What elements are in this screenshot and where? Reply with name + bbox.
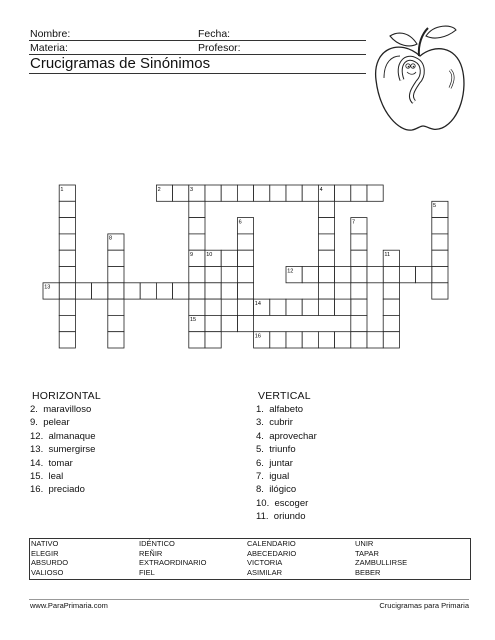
page-title: Crucigramas de Sinónimos [30,55,211,72]
crossword-cell[interactable] [351,315,367,331]
vertical-clue: 5. triunfo [256,444,296,456]
crossword-cell[interactable] [351,185,367,201]
crossword-cell[interactable] [318,283,334,299]
word-bank-item: IDÉNTICO [139,539,175,548]
crossword-cell[interactable] [318,250,334,266]
crossword-cell[interactable] [189,218,205,234]
crossword-cell[interactable] [432,283,448,299]
materia-label: Materia: [30,42,68,54]
word-bank-item: ABSURDO [31,558,69,568]
crossword-cell[interactable] [270,332,286,348]
word-bank-item: TAPAR [355,548,379,558]
word-bank-item: CALENDARIO [247,539,296,548]
crossword-cell[interactable] [75,283,91,299]
word-bank-item: NATIVO [31,539,59,548]
clue-number: 6 [238,219,242,226]
crossword-cell[interactable] [189,332,205,348]
crossword-cell[interactable] [432,250,448,266]
crossword-cell[interactable] [59,234,75,250]
horizontal-clue: 2. maravilloso [30,404,92,415]
crossword-cell[interactable] [270,185,286,201]
crossword-cell[interactable] [237,299,253,315]
word-bank-item: VICTORIA [247,558,283,568]
crossword-cell[interactable] [108,332,124,348]
crossword-cell[interactable] [59,299,75,315]
footer-website: www.ParaPrimaria.com [30,601,108,610]
clue-number: 15 [190,317,197,324]
word-bank-item: EXTRAORDINARIO [139,558,207,568]
vertical-title: VERTICAL [258,390,311,402]
crossword-cell[interactable] [59,250,75,266]
crossword-cell[interactable] [351,234,367,250]
crossword-cell[interactable] [383,299,399,315]
crossword-cell[interactable] [221,283,237,299]
fecha-label: Fecha: [198,28,231,40]
crossword-cell[interactable] [221,250,237,266]
crossword-cell[interactable] [335,185,351,201]
vertical-clue: 1. alfabeto [256,404,304,415]
crossword-cell[interactable] [351,283,367,299]
crossword-cell[interactable] [156,283,172,299]
crossword-cell[interactable] [108,315,124,331]
crossword-cell[interactable] [432,218,448,234]
vertical-clue: 10. escoger [256,497,309,509]
clue-number: 4 [319,186,323,193]
vertical-clue: 7. igual [256,471,290,482]
crossword-cell[interactable] [254,185,270,201]
crossword-cell[interactable] [205,299,221,315]
clue-number: 10 [206,252,213,258]
crossword-cell[interactable] [318,332,334,348]
crossword-cell[interactable] [383,283,399,299]
word-bank-item: ZAMBULLIRSE [355,558,408,568]
clue-number: 7 [352,219,356,226]
crossword-cell[interactable] [432,267,448,283]
crossword-cell[interactable] [383,332,399,348]
crossword-cell[interactable] [237,267,253,283]
crossword-cell[interactable] [221,185,237,201]
word-bank-item: VALIOSO [31,567,64,577]
crossword-cell[interactable] [221,315,237,331]
crossword-cell[interactable] [59,218,75,234]
horizontal-title: HORIZONTAL [32,390,101,402]
crossword-cell[interactable] [318,201,334,217]
word-bank-item: ABECEDARIO [247,548,297,558]
clue-number: 16 [254,333,261,340]
crossword-cell[interactable] [124,283,140,299]
crossword-cell[interactable] [108,267,124,283]
word-bank-item: BEBER [355,567,381,577]
crossword-cell[interactable] [367,332,383,348]
crossword-cell[interactable] [140,283,156,299]
crossword-cell[interactable] [173,185,189,201]
footer-divider [29,599,469,600]
crossword-cell[interactable] [351,250,367,266]
crossword-cell[interactable] [59,283,75,299]
crossword-cell[interactable] [302,332,318,348]
crossword-cell[interactable] [302,185,318,201]
crossword-cell[interactable] [335,267,351,283]
vertical-clue: 11. oriundo [256,511,306,523]
crossword-cell[interactable] [367,267,383,283]
crossword-cell[interactable] [302,299,318,315]
clue-number: 9 [190,252,194,258]
crossword-cell[interactable] [108,283,124,299]
crossword-cell[interactable] [335,299,351,315]
footer-series: Crucigramas para Primaria [379,601,469,610]
word-bank-item: REÑIR [139,548,163,558]
crossword-cell[interactable] [351,299,367,315]
word-bank-item: UNIR [355,539,374,548]
crossword-cell[interactable] [318,234,334,250]
clue-number: 11 [384,252,391,258]
crossword-cell[interactable] [205,283,221,299]
horizontal-clue: 16. preciado [30,484,85,496]
crossword-cell[interactable] [205,332,221,348]
crossword-cell[interactable] [383,267,399,283]
crossword-cell[interactable] [383,315,399,331]
crossword-cell[interactable] [189,299,205,315]
word-bank-item: ASIMILAR [247,567,283,577]
crossword-cell[interactable] [205,315,221,331]
crossword-cell[interactable] [416,267,432,283]
crossword-cell[interactable] [173,283,189,299]
crossword-cell[interactable] [302,267,318,283]
crossword-cell[interactable] [205,267,221,283]
crossword-cell[interactable] [189,267,205,283]
horizontal-clue: 9. pelear [30,417,70,429]
clue-number: 5 [433,203,437,210]
crossword-cell[interactable] [237,185,253,201]
crossword-cell[interactable] [108,250,124,266]
vertical-clue: 4. aprovechar [256,430,317,442]
clue-number: 12 [287,268,294,275]
crossword-cell[interactable] [237,250,253,266]
horizontal-clue: 12. almanaque [30,430,96,442]
horizontal-clue: 13. sumergirse [30,444,96,456]
crossword-cell[interactable] [270,299,286,315]
crossword-cell[interactable] [286,185,302,201]
crossword-cell[interactable] [351,267,367,283]
crossword-cell[interactable] [286,332,302,348]
clue-number: 1 [60,186,64,193]
vertical-clue: 3. cubrir [256,417,293,429]
word-bank-item: ELEGIR [31,548,59,558]
clue-number: 13 [44,284,51,291]
word-bank-item: FIEL [139,567,155,577]
crossword-cell[interactable] [205,185,221,201]
horizontal-clue: 15. leal [30,471,64,482]
crossword-cell[interactable] [237,283,253,299]
vertical-clue: 8. ilógico [256,484,297,496]
crossword-cell[interactable] [59,267,75,283]
crossword-cell[interactable] [286,299,302,315]
clue-number: 14 [254,300,261,307]
clue-number: 8 [109,235,113,242]
clue-number: 3 [190,186,194,193]
crossword-cell[interactable] [189,234,205,250]
crossword-cell[interactable] [432,234,448,250]
crossword-cell[interactable] [189,201,205,217]
horizontal-clue: 14. tomar [30,457,73,469]
crossword-cell[interactable] [318,299,334,315]
crossword-cell[interactable] [189,283,205,299]
nombre-label: Nombre: [30,28,71,40]
crossword-cell[interactable] [237,315,253,331]
crossword-cell[interactable] [59,332,75,348]
crossword-cell[interactable] [59,315,75,331]
crossword-cell[interactable] [92,283,108,299]
crossword-cell[interactable] [108,299,124,315]
clue-number: 2 [157,186,161,193]
vertical-clue: 6. juntar [256,457,293,469]
crossword-cell[interactable] [351,332,367,348]
crossword-cell[interactable] [59,201,75,217]
profesor-label: Profesor: [198,42,241,54]
crossword-cell[interactable] [367,185,383,201]
crossword-cell[interactable] [335,332,351,348]
crossword-cell[interactable] [399,267,415,283]
crossword-cell[interactable] [237,234,253,250]
crossword-cell[interactable] [318,218,334,234]
crossword-cell[interactable] [318,267,334,283]
